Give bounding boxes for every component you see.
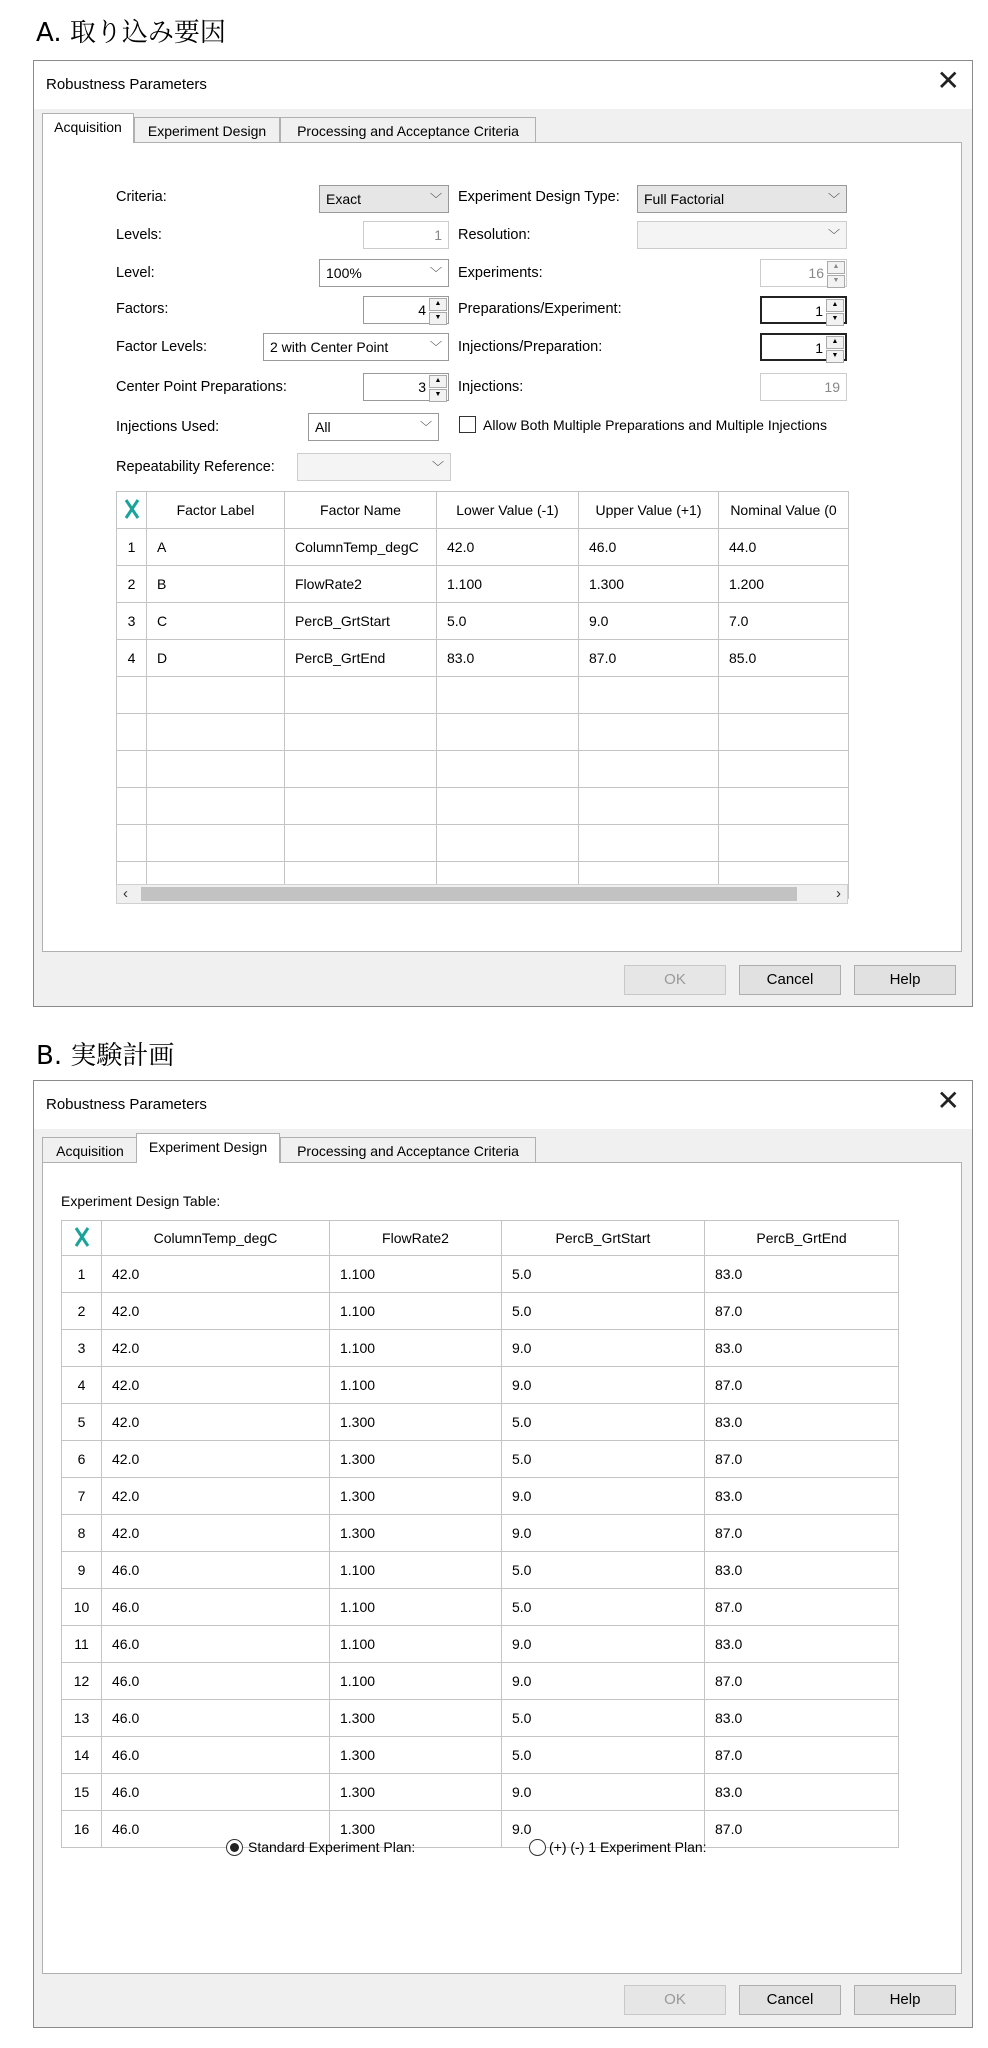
level-select[interactable]: [319, 259, 449, 287]
table-cell[interactable]: 5.0: [502, 1441, 705, 1478]
empty-table-row[interactable]: [117, 788, 849, 825]
table-cell[interactable]: 46.0: [102, 1811, 330, 1848]
table-cell[interactable]: 42.0: [102, 1256, 330, 1293]
row-number: [117, 788, 147, 825]
table-row[interactable]: [62, 1330, 899, 1367]
injections-field: 19: [760, 373, 847, 401]
table-cell[interactable]: A: [147, 529, 285, 566]
table-cell[interactable]: [719, 825, 849, 862]
table-cell[interactable]: 5.0: [502, 1700, 705, 1737]
injections-label: Injections:: [458, 379, 524, 395]
table-cell[interactable]: 5.0: [502, 1589, 705, 1626]
table-cell[interactable]: [285, 825, 437, 862]
table-row[interactable]: [62, 1589, 899, 1626]
table-row[interactable]: [62, 1700, 899, 1737]
level-value: 100%: [326, 265, 362, 281]
row-number: 13: [62, 1700, 102, 1737]
empty-table-row[interactable]: [117, 714, 849, 751]
section-b-title: B. 実験計画: [36, 1041, 175, 1071]
table-cell[interactable]: 7.0: [719, 603, 849, 640]
table-cell[interactable]: [719, 714, 849, 751]
row-number: 12: [62, 1663, 102, 1700]
table-cell[interactable]: 46.0: [579, 529, 719, 566]
table-cell[interactable]: 44.0: [719, 529, 849, 566]
table-cell[interactable]: 1.300: [330, 1478, 502, 1515]
table-cell[interactable]: 87.0: [705, 1367, 899, 1404]
table-cell[interactable]: 5.0: [502, 1404, 705, 1441]
row-number: [117, 751, 147, 788]
table-cell[interactable]: 5.0: [502, 1256, 705, 1293]
table-cell[interactable]: [437, 751, 579, 788]
table-cell[interactable]: 42.0: [102, 1441, 330, 1478]
spin-down-icon: ▼: [827, 275, 845, 288]
table-cell[interactable]: 1.300: [330, 1515, 502, 1552]
table-cell[interactable]: [579, 788, 719, 825]
table-cell[interactable]: [285, 788, 437, 825]
table-cell[interactable]: ColumnTemp_degC: [285, 529, 437, 566]
table-cell[interactable]: 1.100: [330, 1663, 502, 1700]
table-row[interactable]: [62, 1293, 899, 1330]
design-type-value: Full Factorial: [644, 191, 725, 207]
table-cell[interactable]: 83.0: [705, 1256, 899, 1293]
spin-down-icon[interactable]: ▼: [826, 313, 844, 326]
experiments-value: 16: [808, 265, 824, 281]
table-cell[interactable]: C: [147, 603, 285, 640]
table-cell[interactable]: 1.300: [330, 1737, 502, 1774]
tab-processing-acceptance[interactable]: Processing and Acceptance Criteria: [280, 117, 536, 143]
table-cell[interactable]: [285, 677, 437, 714]
table-cell[interactable]: 42.0: [102, 1478, 330, 1515]
row-number: 8: [62, 1515, 102, 1552]
table-cell[interactable]: 87.0: [579, 640, 719, 677]
table-cell[interactable]: [719, 751, 849, 788]
table-cell[interactable]: 5.0: [502, 1737, 705, 1774]
table-cell[interactable]: 85.0: [719, 640, 849, 677]
dialog-titlebar: [34, 61, 972, 109]
table-cell[interactable]: 46.0: [102, 1552, 330, 1589]
table-cell[interactable]: [719, 788, 849, 825]
row-number: 10: [62, 1589, 102, 1626]
acquisition-panel: [42, 142, 962, 952]
table-cell[interactable]: 83.0: [705, 1330, 899, 1367]
scroll-thumb[interactable]: [141, 887, 797, 901]
table-cell[interactable]: 1.300: [330, 1700, 502, 1737]
table-cell[interactable]: 46.0: [102, 1589, 330, 1626]
empty-table-row[interactable]: [117, 677, 849, 714]
table-row[interactable]: [62, 1626, 899, 1663]
level-label: Level:: [116, 265, 155, 281]
table-cell[interactable]: 1.300: [330, 1404, 502, 1441]
header-factor-name[interactable]: Factor Name: [285, 492, 437, 529]
table-row[interactable]: [62, 1256, 899, 1293]
row-number: 9: [62, 1552, 102, 1589]
table-cell[interactable]: 87.0: [705, 1663, 899, 1700]
table-cell[interactable]: 83.0: [705, 1626, 899, 1663]
design-type-select[interactable]: [637, 185, 847, 213]
table-cell[interactable]: 87.0: [705, 1589, 899, 1626]
factor-levels-select[interactable]: [263, 333, 449, 361]
table-cell[interactable]: 42.0: [102, 1293, 330, 1330]
spin-down-icon[interactable]: ▼: [826, 350, 844, 363]
table-corner[interactable]: [117, 492, 147, 529]
table-cell[interactable]: 87.0: [705, 1737, 899, 1774]
injections-used-value: All: [315, 419, 331, 435]
design-type-label: Experiment Design Type:: [458, 189, 620, 205]
header-nominal-value[interactable]: Nominal Value (0: [719, 492, 849, 529]
experiment-design-panel: [42, 1162, 962, 1974]
criteria-label: Criteria:: [116, 189, 167, 205]
cancel-button[interactable]: Cancel: [739, 1985, 841, 2015]
row-number: [117, 677, 147, 714]
table-row[interactable]: [62, 1737, 899, 1774]
dialog-titlebar: [34, 1081, 972, 1129]
table-cell[interactable]: 9.0: [502, 1774, 705, 1811]
table-cell[interactable]: 46.0: [102, 1626, 330, 1663]
allow-both-checkbox[interactable]: [459, 416, 476, 433]
tab-experiment-design[interactable]: Experiment Design: [134, 117, 280, 143]
table-cell[interactable]: 46.0: [102, 1774, 330, 1811]
row-number: [117, 825, 147, 862]
factors-stepper[interactable]: [363, 296, 449, 324]
table-cell[interactable]: 9.0: [502, 1367, 705, 1404]
chevron-down-icon: ﹀: [827, 228, 840, 242]
table-cell[interactable]: [147, 677, 285, 714]
table-cell[interactable]: 9.0: [502, 1330, 705, 1367]
row-number: 5: [62, 1404, 102, 1441]
chevron-down-icon: ﹀: [429, 340, 442, 354]
dialog-title: Robustness Parameters: [46, 1096, 207, 1113]
factor-table-hscrollbar[interactable]: [116, 884, 848, 904]
row-number: 2: [62, 1293, 102, 1330]
robustness-dialog-experiment-design: [33, 1080, 973, 2028]
dialog-title: Robustness Parameters: [46, 76, 207, 93]
levels-field: 1: [363, 221, 449, 249]
table-cell[interactable]: 42.0: [102, 1404, 330, 1441]
spin-up-icon[interactable]: ▲: [429, 298, 447, 311]
table-cell[interactable]: 9.0: [502, 1626, 705, 1663]
tab-processing-acceptance[interactable]: Processing and Acceptance Criteria: [280, 1137, 536, 1163]
criteria-select[interactable]: [319, 185, 449, 213]
prep-per-exp-label: Preparations/Experiment:: [458, 301, 622, 317]
header-columntemp[interactable]: ColumnTemp_degC: [102, 1221, 330, 1256]
table-row[interactable]: [62, 1663, 899, 1700]
table-cell[interactable]: [579, 751, 719, 788]
row-number: 3: [117, 603, 147, 640]
table-cell[interactable]: 1.100: [330, 1626, 502, 1663]
table-cell[interactable]: 87.0: [705, 1441, 899, 1478]
table-cell[interactable]: [437, 788, 579, 825]
table-cell[interactable]: 83.0: [705, 1774, 899, 1811]
center-point-stepper[interactable]: [363, 373, 449, 401]
table-cell[interactable]: 83.0: [705, 1478, 899, 1515]
row-number: 2: [117, 566, 147, 603]
table-cell[interactable]: [147, 714, 285, 751]
levels-label: Levels:: [116, 227, 162, 243]
table-row[interactable]: [117, 566, 849, 603]
table-cell[interactable]: [437, 825, 579, 862]
allow-both-label: Allow Both Multiple Preparations and Multiple Injections: [483, 417, 827, 433]
design-table: [61, 1220, 899, 1848]
help-button[interactable]: Help: [854, 965, 956, 995]
table-row[interactable]: [117, 603, 849, 640]
table-row[interactable]: [62, 1367, 899, 1404]
plusminus-plan-label: (+) (-) 1 Experiment Plan:: [549, 1839, 707, 1855]
factor-table-header: [117, 492, 849, 529]
table-cell[interactable]: 1.100: [330, 1256, 502, 1293]
table-cell[interactable]: 42.0: [102, 1515, 330, 1552]
empty-table-row[interactable]: [117, 825, 849, 862]
tab-acquisition[interactable]: Acquisition: [42, 113, 134, 143]
header-factor-label[interactable]: Factor Label: [147, 492, 285, 529]
table-cell[interactable]: 1.100: [330, 1552, 502, 1589]
row-number: 4: [117, 640, 147, 677]
table-cell[interactable]: 46.0: [102, 1700, 330, 1737]
table-cell[interactable]: 83.0: [705, 1404, 899, 1441]
table-cell[interactable]: D: [147, 640, 285, 677]
table-cell[interactable]: [285, 714, 437, 751]
table-cell[interactable]: [147, 751, 285, 788]
table-cell[interactable]: [437, 677, 579, 714]
table-cell[interactable]: 1.300: [330, 1811, 502, 1848]
table-corner[interactable]: [62, 1221, 102, 1256]
section-a-title: A. 取り込み要因: [36, 18, 226, 48]
row-number: 16: [62, 1811, 102, 1848]
spin-up-icon: ▲: [827, 261, 845, 274]
header-lower-value[interactable]: Lower Value (-1): [437, 492, 579, 529]
row-number: 1: [117, 529, 147, 566]
table-cell[interactable]: 5.0: [437, 603, 579, 640]
inj-per-prep-stepper[interactable]: [760, 333, 847, 361]
header-percb-start[interactable]: PercB_GrtStart: [502, 1221, 705, 1256]
chevron-down-icon: ﹀: [827, 192, 840, 206]
row-number: 11: [62, 1626, 102, 1663]
inj-per-prep-label: Injections/Preparation:: [458, 339, 603, 355]
table-row[interactable]: [62, 1774, 899, 1811]
table-cell[interactable]: 9.0: [502, 1663, 705, 1700]
robustness-logo-icon: [123, 498, 141, 520]
criteria-value: Exact: [326, 191, 362, 207]
table-row[interactable]: [62, 1552, 899, 1589]
table-cell[interactable]: 1.100: [330, 1367, 502, 1404]
robustness-dialog-acquisition: [33, 60, 973, 1007]
table-cell[interactable]: [147, 788, 285, 825]
table-cell[interactable]: [579, 714, 719, 751]
table-cell[interactable]: 83.0: [705, 1700, 899, 1737]
table-cell[interactable]: [147, 825, 285, 862]
spin-up-icon[interactable]: ▲: [429, 375, 447, 388]
table-cell[interactable]: 1.100: [330, 1293, 502, 1330]
factor-table: [116, 491, 849, 899]
table-cell[interactable]: 1.100: [330, 1589, 502, 1626]
chevron-down-icon: ﹀: [419, 420, 432, 434]
table-cell[interactable]: B: [147, 566, 285, 603]
repeatability-select[interactable]: [297, 453, 451, 481]
table-cell[interactable]: 1.300: [330, 1774, 502, 1811]
table-cell[interactable]: 9.0: [502, 1515, 705, 1552]
row-number: 3: [62, 1330, 102, 1367]
empty-table-row[interactable]: [117, 751, 849, 788]
row-number: 4: [62, 1367, 102, 1404]
standard-plan-label: Standard Experiment Plan:: [248, 1839, 416, 1855]
factor-levels-value: 2 with Center Point: [270, 339, 389, 355]
table-cell[interactable]: [719, 677, 849, 714]
header-flowrate[interactable]: FlowRate2: [330, 1221, 502, 1256]
ok-button[interactable]: OK: [624, 1985, 726, 2015]
row-number: 6: [62, 1441, 102, 1478]
inj-per-prep-value: 1: [815, 340, 823, 356]
center-point-value: 3: [418, 379, 426, 395]
tab-acquisition[interactable]: Acquisition: [42, 1137, 138, 1163]
robustness-logo-icon: [73, 1226, 91, 1248]
table-cell[interactable]: 1.300: [330, 1441, 502, 1478]
table-cell[interactable]: 87.0: [705, 1811, 899, 1848]
row-number: 7: [62, 1478, 102, 1515]
table-cell[interactable]: 42.0: [102, 1367, 330, 1404]
resolution-select[interactable]: [637, 221, 847, 249]
table-cell[interactable]: 83.0: [705, 1552, 899, 1589]
injections-used-label: Injections Used:: [116, 419, 220, 435]
header-percb-end[interactable]: PercB_GrtEnd: [705, 1221, 899, 1256]
cancel-button[interactable]: Cancel: [739, 965, 841, 995]
table-cell[interactable]: 1.100: [330, 1330, 502, 1367]
table-cell[interactable]: [285, 751, 437, 788]
scroll-right-icon[interactable]: ›: [836, 885, 841, 902]
standard-plan-radio[interactable]: [226, 1839, 243, 1856]
table-cell[interactable]: 1.100: [437, 566, 579, 603]
close-icon[interactable]: ✕: [936, 1085, 960, 1116]
table-cell[interactable]: 5.0: [502, 1293, 705, 1330]
table-cell[interactable]: 46.0: [102, 1663, 330, 1700]
scroll-left-icon[interactable]: ‹: [123, 885, 128, 902]
row-number: 1: [62, 1256, 102, 1293]
table-cell[interactable]: 83.0: [437, 640, 579, 677]
table-cell[interactable]: 1.200: [719, 566, 849, 603]
table-cell[interactable]: PercB_GrtEnd: [285, 640, 437, 677]
center-point-label: Center Point Preparations:: [116, 379, 287, 395]
row-number: 15: [62, 1774, 102, 1811]
table-cell[interactable]: 9.0: [579, 603, 719, 640]
spin-up-icon[interactable]: ▲: [826, 299, 844, 312]
header-upper-value[interactable]: Upper Value (+1): [579, 492, 719, 529]
prep-per-exp-value: 1: [815, 303, 823, 319]
table-cell[interactable]: 5.0: [502, 1552, 705, 1589]
table-row[interactable]: [62, 1515, 899, 1552]
design-table-header: [62, 1221, 899, 1256]
table-cell[interactable]: 42.0: [102, 1330, 330, 1367]
table-row[interactable]: [117, 529, 849, 566]
chevron-down-icon: ﹀: [429, 266, 442, 280]
resolution-label: Resolution:: [458, 227, 531, 243]
table-row[interactable]: [62, 1811, 899, 1848]
tab-experiment-design[interactable]: Experiment Design: [136, 1133, 280, 1163]
table-row[interactable]: [62, 1441, 899, 1478]
factors-value: 4: [418, 302, 426, 318]
table-cell[interactable]: FlowRate2: [285, 566, 437, 603]
chevron-down-icon: ﹀: [429, 192, 442, 206]
design-table-label: Experiment Design Table:: [61, 1193, 221, 1209]
repeatability-label: Repeatability Reference:: [116, 459, 275, 475]
table-cell[interactable]: [579, 825, 719, 862]
table-cell[interactable]: [437, 714, 579, 751]
experiments-stepper: [760, 259, 847, 287]
table-cell[interactable]: 87.0: [705, 1515, 899, 1552]
table-row[interactable]: [117, 640, 849, 677]
spin-down-icon[interactable]: ▼: [429, 312, 447, 325]
chevron-down-icon: ﹀: [431, 460, 444, 474]
ok-button[interactable]: OK: [624, 965, 726, 995]
factors-label: Factors:: [116, 301, 169, 317]
table-cell[interactable]: 9.0: [502, 1478, 705, 1515]
table-cell[interactable]: 1.300: [579, 566, 719, 603]
table-cell[interactable]: PercB_GrtStart: [285, 603, 437, 640]
spin-down-icon[interactable]: ▼: [429, 389, 447, 402]
plusminus-plan-radio[interactable]: [529, 1839, 546, 1856]
table-row[interactable]: [62, 1404, 899, 1441]
table-cell[interactable]: [579, 677, 719, 714]
table-row[interactable]: [62, 1478, 899, 1515]
row-number: [117, 714, 147, 751]
help-button[interactable]: Help: [854, 1985, 956, 2015]
prep-per-exp-stepper[interactable]: [760, 296, 847, 324]
injections-used-select[interactable]: [308, 413, 439, 441]
table-cell[interactable]: 87.0: [705, 1293, 899, 1330]
table-cell[interactable]: 9.0: [502, 1811, 705, 1848]
table-cell[interactable]: 42.0: [437, 529, 579, 566]
experiments-label: Experiments:: [458, 265, 543, 281]
close-icon[interactable]: ✕: [936, 65, 960, 96]
spin-up-icon[interactable]: ▲: [826, 336, 844, 349]
factor-levels-label: Factor Levels:: [116, 339, 208, 355]
table-cell[interactable]: 46.0: [102, 1737, 330, 1774]
row-number: 14: [62, 1737, 102, 1774]
